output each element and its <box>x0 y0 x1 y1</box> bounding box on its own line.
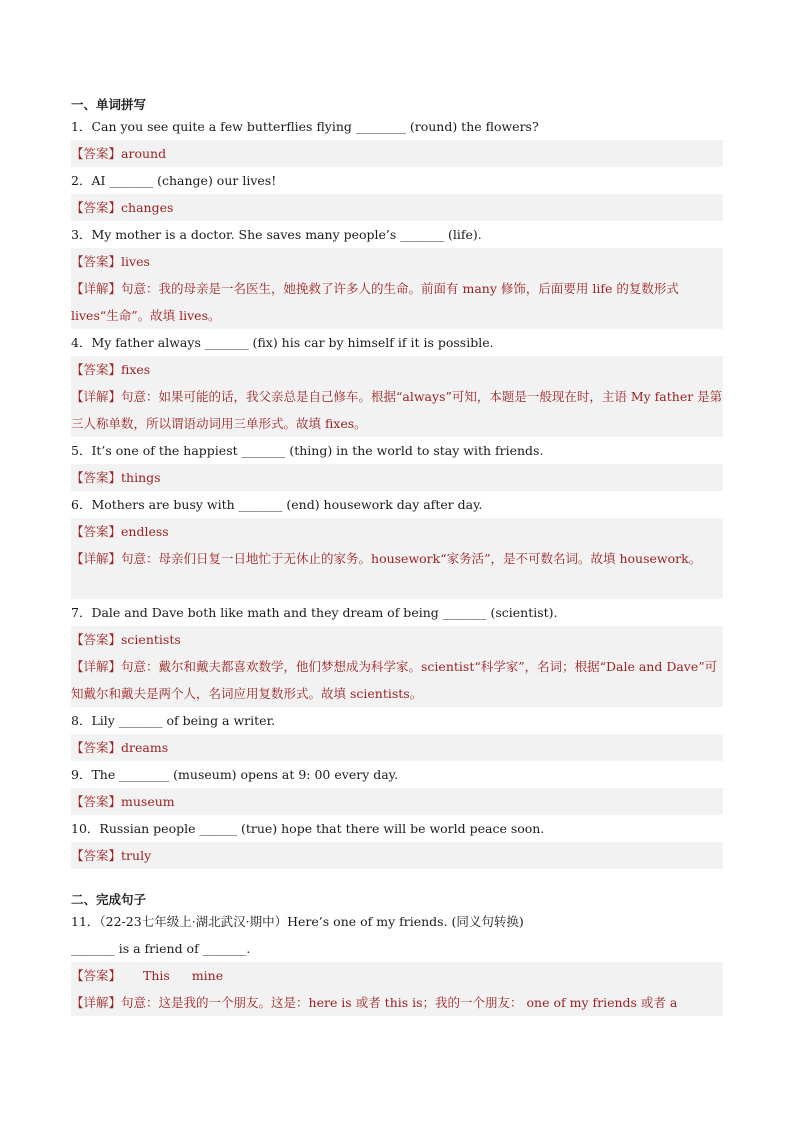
answer-row <box>71 248 723 275</box>
answer-text-1: This <box>143 968 170 983</box>
answer-text: truly <box>121 848 152 863</box>
document-page <box>71 96 723 1016</box>
answer-row <box>71 194 723 221</box>
answer-row <box>71 788 723 815</box>
answer-row <box>71 626 723 653</box>
question-number: 11． <box>71 914 100 929</box>
fill-in-line: _______ is a friend of _______. <box>71 941 251 956</box>
detail-text: 句意：我的母亲是一名医生，她挽救了许多人的生命。前面有 many 修饰，后面要用 life 的复数形式 lives“生命”。故填 lives。 <box>71 281 679 323</box>
question-item <box>71 329 723 356</box>
detail-tag: 【详解】 <box>71 659 122 674</box>
question-number: 7． <box>71 605 92 620</box>
question-text: AI _______ (change) our lives! <box>91 173 277 188</box>
answer-tag: 【答案】 <box>71 254 122 269</box>
answer-text: lives <box>121 254 150 269</box>
answer-text: endless <box>121 524 169 539</box>
detail-text: 句意：这是我的一个朋友。这是：here is 或者 this is；我的一个朋友： one of my friends 或者 a <box>121 995 678 1010</box>
detail-row <box>71 275 723 329</box>
question-number: 5． <box>71 443 92 458</box>
question-text: My father always _______ (fix) his car by himself if it is possible. <box>91 335 494 350</box>
answer-tag: 【答案】 <box>71 740 122 755</box>
question-text: The ________ (museum) opens at 9: 00 every day. <box>91 767 399 782</box>
answer-row <box>71 962 723 989</box>
detail-tag: 【详解】 <box>71 389 122 404</box>
detail-tag: 【详解】 <box>71 551 122 566</box>
answer-text: changes <box>121 200 174 215</box>
question-number: 10． <box>71 821 100 836</box>
question-text: Dale and Dave both like math and they dream of being _______ (scientist). <box>91 605 558 620</box>
question-number: 2． <box>71 173 92 188</box>
detail-tag: 【详解】 <box>71 995 122 1010</box>
question-item <box>71 437 723 464</box>
answer-row <box>71 356 723 383</box>
answer-tag: 【答案】 <box>71 524 122 539</box>
answer-row <box>71 734 723 761</box>
detail-tag: 【详解】 <box>71 281 122 296</box>
answer-row <box>71 464 723 491</box>
question-item <box>71 113 723 140</box>
answer-row <box>71 842 723 869</box>
question-item <box>71 761 723 788</box>
detail-row <box>71 383 723 437</box>
question-text: It’s one of the happiest _______ (thing) in the world to stay with friends. <box>91 443 544 458</box>
detail-row <box>71 545 723 599</box>
question-item <box>71 815 723 842</box>
answer-text: fixes <box>121 362 151 377</box>
question-item <box>71 221 723 248</box>
question-item <box>71 707 723 734</box>
question-number: 8． <box>71 713 92 728</box>
answer-tag: 【答案】 <box>71 794 122 809</box>
question-number: 6． <box>71 497 92 512</box>
answer-text: things <box>121 470 161 485</box>
question-text: Russian people ______ (true) hope that there will be world peace soon. <box>99 821 545 836</box>
section-title: 二、完成句子 <box>71 892 147 907</box>
answer-tag: 【答案】 <box>71 848 122 863</box>
question-item <box>71 491 723 518</box>
question-text: Can you see quite a few butterflies flying ________ (round) the flowers? <box>91 119 539 134</box>
question-number: 4． <box>71 335 92 350</box>
question-item <box>71 599 723 626</box>
answer-text: dreams <box>121 740 169 755</box>
detail-row <box>71 653 723 707</box>
answer-text: around <box>121 146 167 161</box>
answer-text: museum <box>121 794 175 809</box>
answer-row <box>71 518 723 545</box>
question-text: Mothers are busy with _______ (end) housework day after day. <box>91 497 483 512</box>
question-number: 3． <box>71 227 92 242</box>
question-item <box>71 908 723 935</box>
answer-tag: 【答案】 <box>71 362 122 377</box>
answer-text: scientists <box>121 632 181 647</box>
answer-tag: 【答案】 <box>71 470 122 485</box>
question-number: 9． <box>71 767 92 782</box>
question-text: Lily _______ of being a writer. <box>91 713 276 728</box>
answer-tag: 【答案】 <box>71 146 122 161</box>
detail-row <box>71 989 723 1016</box>
question-text: （22-23七年级上·湖北武汉·期中）Here’s one of my friends. (同义句转换) <box>99 914 524 929</box>
answer-tag: 【答案】 <box>71 632 122 647</box>
detail-text: 句意：戴尔和戴夫都喜欢数学，他们梦想成为科学家。scientist“科学家”，名词；根据“Dale and Dave”可知戴尔和戴夫是两个人，名词应用复数形式。故填 scientists。 <box>71 659 718 701</box>
detail-text: 句意：如果可能的话，我父亲总是自己修车。根据“always”可知，本题是一般现在时，主语 My father 是第三人称单数，所以谓语动词用三单形式。故填 fixes。 <box>71 389 723 431</box>
section-gap <box>71 869 723 891</box>
answer-tag: 【答案】 <box>71 200 122 215</box>
question-number: 1． <box>71 119 92 134</box>
question-text: My mother is a doctor. She saves many people’s _______ (life). <box>91 227 482 242</box>
answer-text-2: mine <box>191 968 224 983</box>
answer-tag: 【答案】 <box>71 968 122 983</box>
detail-text: 句意：母亲们日复一日地忙于无休止的家务。housework“家务活”，是不可数名词。故填 housework。 <box>121 551 702 566</box>
answer-row <box>71 140 723 167</box>
question-item <box>71 167 723 194</box>
section-title: 一、单词拼写 <box>71 97 147 112</box>
